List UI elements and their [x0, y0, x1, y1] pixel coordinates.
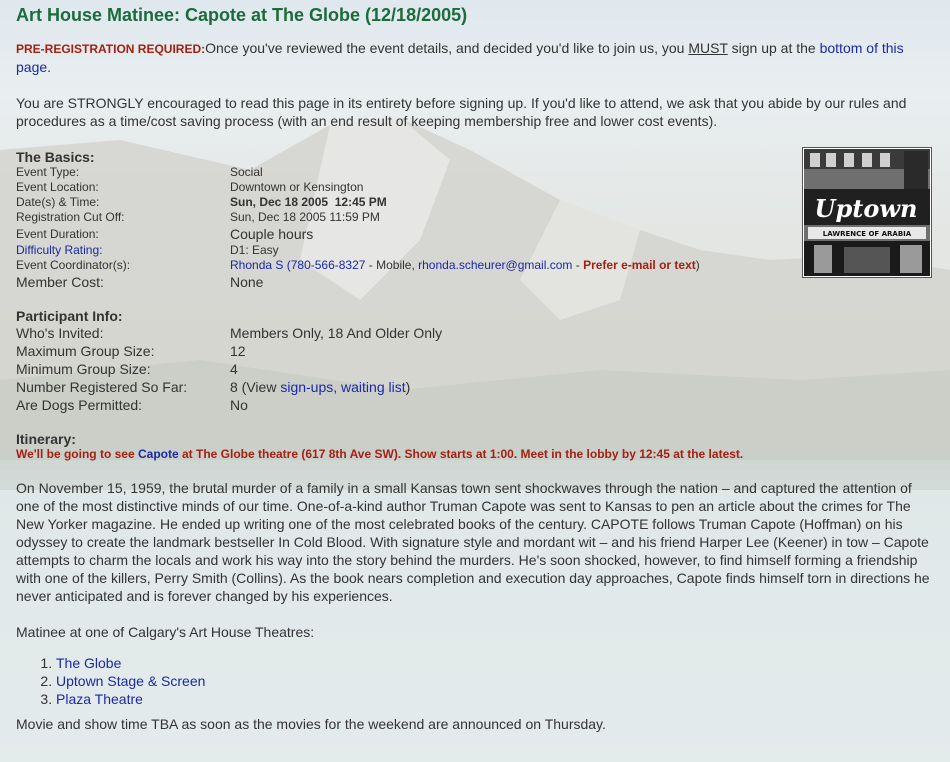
uptown-sign-text: Uptown — [814, 194, 918, 223]
registered-value — [230, 378, 442, 396]
max-group-label: Maximum Group Size: — [16, 343, 155, 359]
theatre-link-uptown[interactable]: Uptown Stage & Screen — [56, 673, 206, 689]
event-location-value: Downtown or Kensington — [230, 180, 364, 194]
member-cost-value: None — [230, 274, 264, 290]
duration-value: Couple hours — [230, 226, 314, 242]
table-row — [16, 195, 700, 210]
table-row — [16, 342, 442, 360]
list-item — [56, 672, 934, 690]
itinerary-text — [16, 447, 934, 462]
duration-label: Event Duration: — [16, 227, 99, 241]
event-type-label: Event Type: — [16, 165, 80, 179]
coordinator-preference: Prefer e-mail or text — [583, 258, 696, 272]
registered-label: Number Registered So Far: — [16, 379, 188, 395]
itinerary-heading: Itinerary: — [16, 431, 76, 447]
dogs-label: Are Dogs Permitted: — [16, 397, 143, 413]
registered-count: 8 (View — [230, 379, 281, 395]
coordinator-name-link[interactable]: Rhonda S — [230, 258, 284, 272]
table-row — [16, 360, 442, 378]
list-item — [56, 654, 934, 672]
participant-section — [16, 308, 934, 414]
marquee-text: LAWRENCE OF ARABIA — [822, 230, 912, 238]
coordinator-phone: (780-566-8327 — [286, 258, 366, 272]
encouragement-text: You are STRONGLY encouraged to read this page in its entirety before signing up. If you'd like to attend, we ask that you abide by our rules and procedures as a time/cost saving process (with an end result of keeping membership free and lower cost events). — [16, 95, 907, 129]
table-row — [16, 210, 700, 225]
table-row — [16, 225, 700, 243]
movie-note: Movie and show time TBA as soon as the movies for the weekend are announced on Thursday. — [16, 716, 606, 732]
basics-section — [16, 149, 934, 292]
preregistration-text-2: sign up at the — [727, 40, 820, 56]
table-row — [16, 258, 700, 273]
theatre-list — [16, 654, 934, 708]
basics-table — [16, 165, 700, 292]
movie-description: On November 15, 1959, the brutal murder of a family in a small Kansas town sent shockwaves through the nation – and captured the attention of one of the most distinctive minds of our time. One-of-a-kind author Truman Capote was sent to Kansas to pen an article about the crimes for The New Yorker magazine. He ended up writing one of the most celebrated books of the century. CAPOTE follows Truman Capote (Hoffman) on his odyssey to create the landmark bestseller In Cold Blood. With signature style and mordant wit – and his friend Harper Lee (Keener) in tow – Capote attempts to charm the locals and work his way into the story behind the murders. He's soon shocked, however, to find himself forming a friendship with one of the killers, Perry Smith (Collins). As the book nears completion and execution day approaches, Capote finds himself torn in directions he never anticipated and is forever changed by his experiences. — [16, 480, 930, 604]
signups-link[interactable]: sign-ups — [280, 379, 334, 395]
theatre-link-globe[interactable]: The Globe — [56, 655, 122, 671]
registered-comma: , — [333, 379, 342, 395]
participant-heading: Participant Info: — [16, 308, 123, 324]
dogs-value: No — [230, 397, 248, 413]
table-row — [16, 165, 700, 180]
must-text: MUST — [688, 40, 728, 56]
table-row — [16, 396, 442, 414]
table-row — [16, 273, 700, 292]
cutoff-value: Sun, Dec 18 2005 11:59 PM — [230, 210, 380, 224]
table-row — [16, 180, 700, 195]
coordinator-separator: - — [572, 258, 584, 272]
preregistration-text-1: Once you've reviewed the event details, and decided you'd like to join us, you — [205, 40, 689, 56]
datetime-label: Date(s) & Time: — [16, 195, 100, 209]
min-group-value: 4 — [230, 361, 238, 377]
table-row — [16, 324, 442, 342]
invited-value: Members Only, 18 And Older Only — [230, 325, 443, 341]
table-row — [16, 243, 700, 258]
coordinator-email-link[interactable]: rhonda.scheurer@gmail.com — [418, 258, 573, 272]
list-item — [56, 690, 934, 708]
preregistration-notice — [16, 39, 934, 76]
theatre-link-plaza[interactable]: Plaza Theatre — [56, 691, 143, 707]
itinerary-text-2: at The Globe theatre (617 8th Ave SW). Show starts at 1:00. Meet in the lobby by 12:45 at the latest. — [178, 447, 744, 461]
preregistration-text-3: . — [47, 59, 52, 75]
registered-close: ) — [405, 379, 411, 395]
min-group-label: Minimum Group Size: — [16, 361, 151, 377]
difficulty-value: D1: Easy — [230, 243, 279, 257]
difficulty-rating-link[interactable]: Difficulty Rating: — [16, 243, 103, 257]
event-location-label: Event Location: — [16, 180, 99, 194]
coordinator-mobile-text: - Mobile, — [365, 258, 419, 272]
basics-heading: The Basics: — [16, 149, 95, 165]
bottom-of-page-link[interactable]: bottom of this page — [16, 40, 904, 75]
max-group-value: 12 — [230, 343, 246, 359]
table-row — [16, 378, 442, 396]
page-title: Art House Matinee: Capote at The Globe (12/18/2005) — [16, 5, 468, 25]
itinerary-text-1: We'll be going to see — [16, 447, 138, 461]
preregistration-label: PRE-REGISTRATION REQUIRED: — [16, 42, 206, 56]
coordinator-value — [230, 258, 700, 273]
invited-label: Who's Invited: — [16, 325, 104, 341]
participant-table — [16, 324, 442, 414]
capote-link[interactable]: Capote — [137, 447, 179, 461]
cutoff-label: Registration Cut Off: — [16, 210, 125, 224]
waiting-list-link[interactable]: waiting list — [341, 379, 406, 395]
member-cost-label: Member Cost: — [16, 274, 104, 290]
coordinator-label: Event Coordinator(s): — [16, 258, 131, 272]
matinee-intro: Matinee at one of Calgary's Art House Theatres: — [16, 624, 315, 640]
difficulty-rating-link-cell[interactable] — [16, 243, 230, 258]
itinerary-section — [16, 431, 934, 462]
event-type-value: Social — [230, 165, 263, 179]
datetime-value: Sun, Dec 18 2005 12:45 PM — [230, 195, 387, 209]
coordinator-close: ) — [695, 258, 700, 272]
